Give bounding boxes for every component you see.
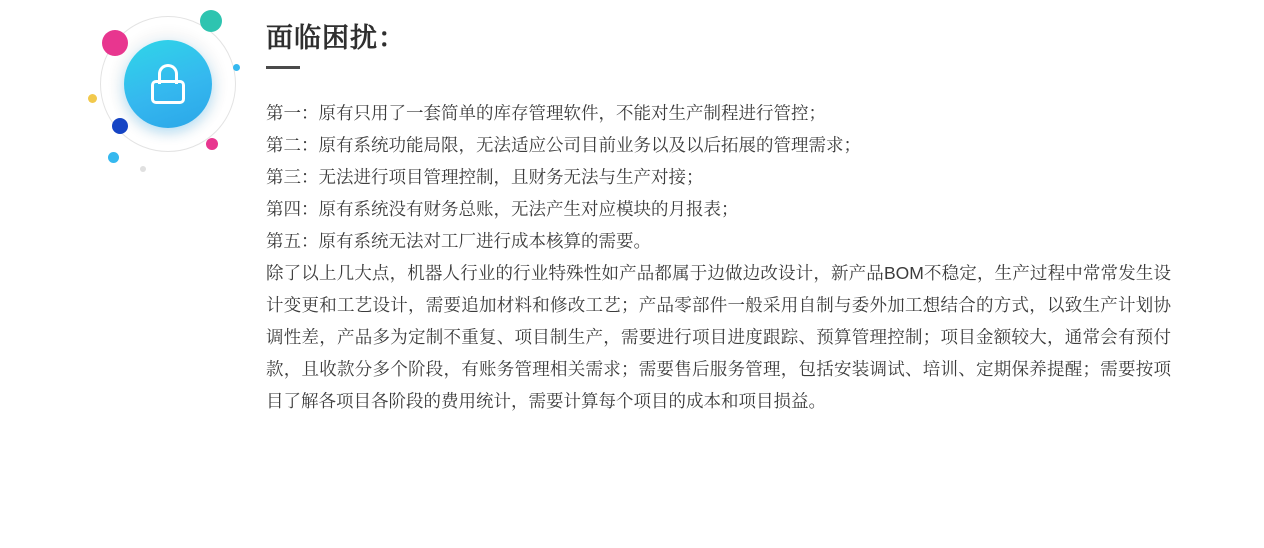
content-block — [266, 22, 1176, 417]
list-item: 第一：原有只用了一套简单的库存管理软件，不能对生产制程进行管控； — [266, 103, 826, 124]
page-title: 面临困扰： — [266, 23, 406, 53]
lock-glyph — [151, 64, 185, 104]
accent-dot-grey — [140, 166, 146, 172]
accent-dot-cyan-small — [233, 64, 240, 71]
accent-dot-yellow — [88, 94, 97, 103]
list-item: 第三：无法进行项目管理控制，且财务无法与生产对接； — [266, 167, 704, 188]
lock-body-icon — [151, 80, 185, 104]
decorative-icon-cluster — [72, 6, 252, 176]
summary-paragraph: 除了以上几大点，机器人行业的行业特殊性如产品都属于边做边改设计，新产品BOM不稳定，生产过程中常常发生设计变更和工艺设计，需要追加材料和修改工艺；产品零部件一般采用自制与委外加工想结合的方式，以致生产计划协调性差，产品多为定制不重复、项目制生产，需要进行项目进度跟踪、预算管理控制；项目金额较大，通常会有预付款，且收款分多个阶段，有账务管理相关需求；需要售后服务管理，包括安装调试、培训、定期保养提醒；需要按项目了解各项目各阶段的费用统计，需要计算每个项目的成本和项目损益。 — [266, 263, 1171, 412]
list-item: 第五：原有系统无法对工厂进行成本核算的需要。 — [266, 231, 651, 252]
accent-dot-pink-small — [206, 138, 218, 150]
accent-dot-teal — [200, 10, 222, 32]
list-item: 第四：原有系统没有财务总账，无法产生对应模块的月报表； — [266, 199, 739, 220]
title-divider — [266, 66, 300, 69]
accent-dot-cyan — [108, 152, 119, 163]
accent-dot-pink-large — [102, 30, 128, 56]
accent-dot-blue — [112, 118, 128, 134]
list-item: 第二：原有系统功能局限，无法适应公司目前业务以及以后拓展的管理需求； — [266, 135, 861, 156]
lock-icon — [124, 40, 212, 128]
issue-list — [266, 97, 1176, 257]
